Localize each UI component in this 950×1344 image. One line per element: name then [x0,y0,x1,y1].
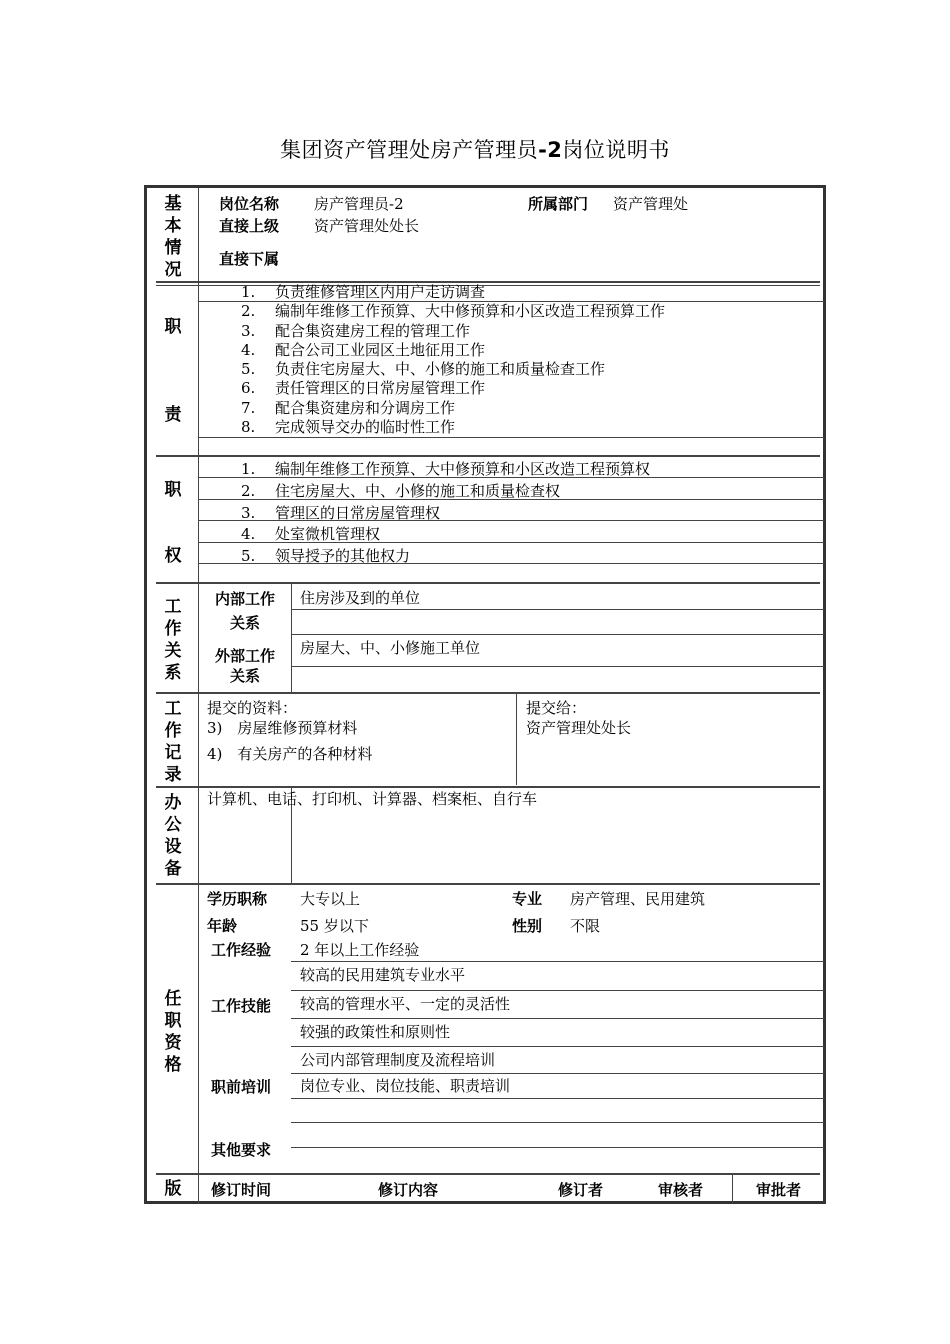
training-label: 职前培训 [211,1078,272,1096]
list-item: 4. 配合公司工业园区土地征用工作 [241,340,486,359]
equipment-value: 计算机、电话、打印机、计算器、档案柜、自行车 [207,790,538,808]
list-item: 2. 编制年维修工作预算、大中修预算和小区改造工程预算工作 [241,302,666,321]
list-item: 3. 管理区的日常房屋管理权 [241,504,441,522]
education-value: 大专以上 [300,890,361,908]
post-name-label: 岗位名称 [219,195,280,213]
list-item: 4) 有关房产的各种材料 [207,745,373,763]
document-title: 集团资产管理处房产管理员-2岗位说明书 [280,138,670,162]
list-item: 3) 房屋维修预算材料 [207,719,358,737]
other-requirements-label: 其他要求 [211,1141,272,1159]
superior-value: 资产管理处处长 [314,217,420,235]
external-relation-value: 房屋大、中、小修施工单位 [300,639,481,657]
approver-header: 审批者 [756,1181,802,1199]
submit-to-label: 提交给： [526,699,587,717]
age-value: 55 岁以下 [300,917,369,935]
internal-relation-label: 内部工作 关系 [214,590,275,632]
list-item: 1. 编制年维修工作预算、大中修预算和小区改造工程预算权 [241,460,651,478]
external-relation-label: 外部工作 关系 [214,647,275,685]
list-item: 公司内部管理制度及流程培训 [300,1051,496,1069]
duty-list [241,283,665,437]
list-item: 4. 处室微机管理权 [241,525,381,543]
section-basic: 基 本 情 况 [164,194,182,280]
list-item: 较高的民用建筑专业水平 [300,966,466,984]
major-value: 房产管理、民用建筑 [570,890,706,908]
section-authority-2: 权 [164,546,182,566]
list-item: 8. 完成领导交办的临时性工作 [241,418,456,437]
section-relation: 工 作 关 系 [164,597,182,683]
section-record: 工 作 记 录 [164,699,182,785]
reviser-header: 修订者 [558,1181,604,1199]
age-label: 年龄 [207,917,238,935]
section-equipment: 办 公 设 备 [164,793,182,879]
list-item: 1. 负责维修管理区内用户走访调查 [241,283,486,301]
list-item: 6. 责任管理区的日常房屋管理工作 [241,379,486,398]
submit-to-value: 资产管理处处长 [526,719,632,737]
education-label: 学历职称 [207,890,268,908]
gender-value: 不限 [570,917,601,935]
checker-header: 审核者 [658,1181,704,1199]
submit-materials-label: 提交的资料： [207,699,298,717]
revision-time-header: 修订时间 [211,1181,272,1199]
subordinate-label: 直接下属 [219,250,280,268]
section-qualification: 任 职 资 格 [164,989,182,1075]
list-item: 2. 住宅房屋大、中、小修的施工和质量检查权 [241,482,561,500]
section-duty-2: 责 [164,405,182,425]
list-item: 7. 配合集资建房和分调房工作 [241,398,456,417]
section-version: 版 [164,1179,182,1199]
gender-label: 性别 [512,917,543,935]
dept-label: 所属部门 [528,195,589,213]
skills-label: 工作技能 [211,997,272,1015]
major-label: 专业 [512,890,543,908]
list-item: 3. 配合集资建房工程的管理工作 [241,321,471,340]
internal-relation-value: 住房涉及到的单位 [300,589,421,607]
section-duty-1: 职 [164,317,182,337]
experience-label: 工作经验 [211,941,272,959]
superior-label: 直接上级 [219,217,280,235]
list-item: 5. 领导授予的其他权力 [241,547,411,565]
list-item: 岗位专业、岗位技能、职责培训 [300,1077,511,1095]
post-name-value: 房产管理员-2 [314,195,404,213]
dept-value: 资产管理处 [613,195,689,213]
list-item: 较强的政策性和原则性 [300,1023,451,1041]
revision-content-header: 修订内容 [378,1181,439,1199]
experience-value: 2 年以上工作经验 [300,941,420,959]
list-item: 较高的管理水平、一定的灵活性 [300,995,511,1013]
section-authority-1: 职 [164,480,182,500]
list-item: 5. 负责住宅房屋大、中、小修的施工和质量检查工作 [241,360,606,379]
